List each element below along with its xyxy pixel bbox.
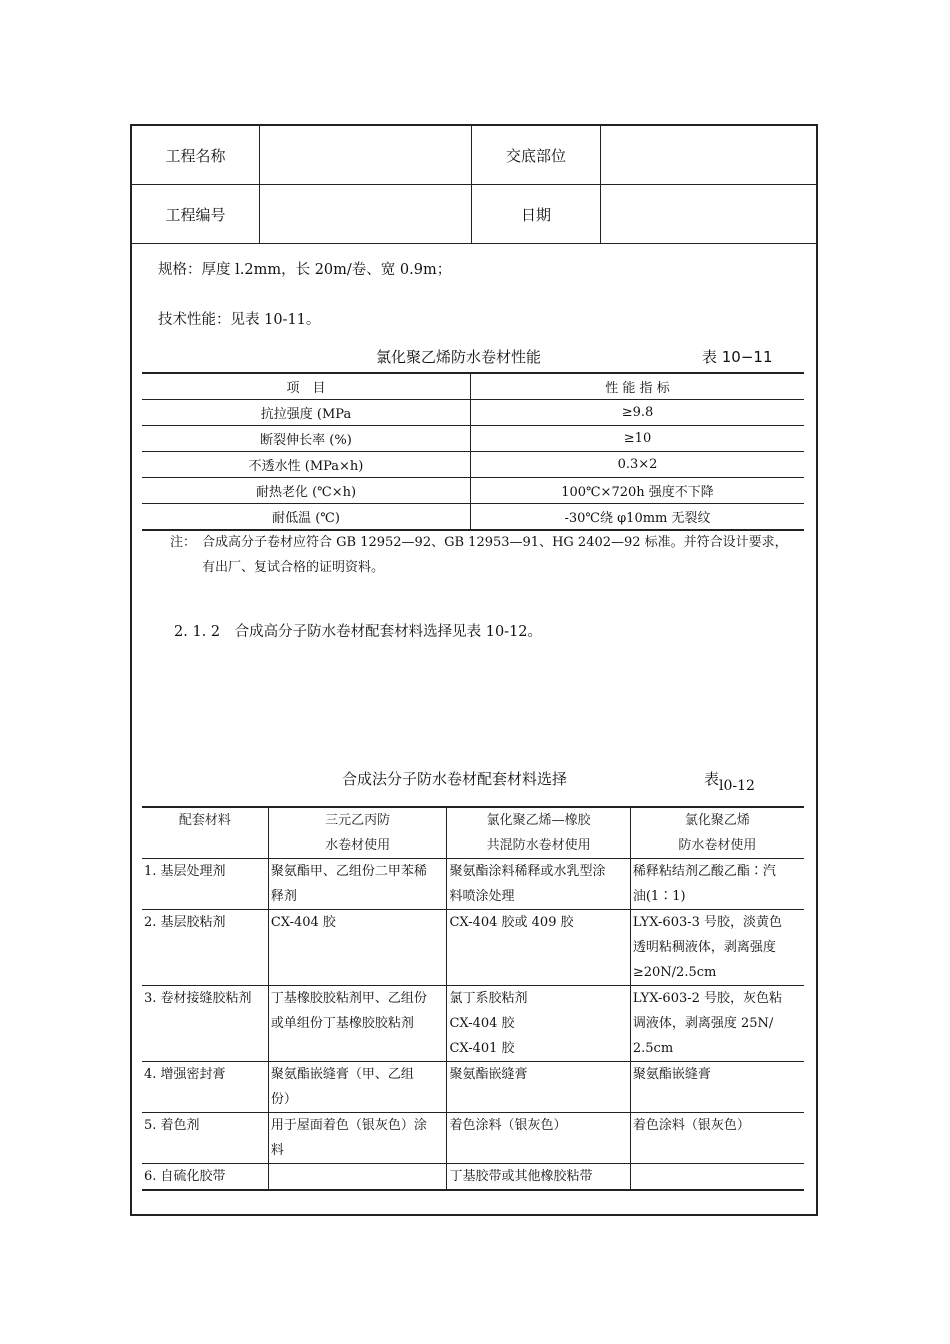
cell-line: CX-404 胶 xyxy=(270,915,336,930)
cell-line: 氯化聚乙烯 xyxy=(684,813,750,828)
cell-line: 2. 基层胶粘剂 xyxy=(144,915,226,930)
table-cell xyxy=(142,986,268,1062)
cell-line: 或单组份丁基橡胶胶粘剂 xyxy=(270,1016,414,1031)
cell-line: CX-401 胶 xyxy=(449,1041,515,1056)
table-row xyxy=(142,452,804,478)
table-cell xyxy=(268,1113,447,1164)
tech-line: 技术性能：见表 10-11。 xyxy=(158,312,321,328)
table-cell xyxy=(142,1062,268,1113)
cell-line: CX-404 胶或 409 胶 xyxy=(449,915,574,930)
date-value xyxy=(601,185,817,244)
table2-number-value: l0-12 xyxy=(719,778,755,794)
table-cell: 不透水性 (MPa×h) xyxy=(142,452,471,478)
cell-line: 水卷材使用 xyxy=(325,838,391,853)
table-cell: ≥10 xyxy=(471,426,805,452)
cell-line: CX-404 胶 xyxy=(449,1016,515,1031)
table-row xyxy=(142,400,804,426)
table-cell xyxy=(630,1062,804,1113)
header-table xyxy=(132,126,816,244)
table-cell xyxy=(447,859,630,910)
note-line-1: 合成高分子卷材应符合 GB 12952—92、GB 12953—91、HG 2402—92 标准。并符合设计要求， xyxy=(202,535,788,550)
cell-line: 4. 增强密封膏 xyxy=(144,1067,226,1082)
cell-line: 料喷涂处理 xyxy=(449,889,515,904)
cell-line: 三元乙丙防 xyxy=(325,813,391,828)
cell-line: LYX-603-2 号胶，灰色粘 xyxy=(632,991,783,1006)
table-cell xyxy=(268,1062,447,1113)
cell-line: 料 xyxy=(270,1143,284,1158)
cell-line: 着色涂料（银灰色） xyxy=(632,1118,750,1133)
table-cell: 断裂伸长率 (%) xyxy=(142,426,471,452)
table-header-row xyxy=(142,373,804,400)
project-name-label: 工程名称 xyxy=(132,126,260,185)
table-row xyxy=(142,910,804,986)
cell-line: 聚氨酯嵌缝膏（甲、乙组 xyxy=(270,1067,414,1082)
table-row xyxy=(142,504,804,531)
table-cell xyxy=(630,986,804,1062)
table-cell: -30℃绕 φ10mm 无裂纹 xyxy=(471,504,805,531)
table-cell: 100℃×720h 强度不下降 xyxy=(471,478,805,504)
project-no-label: 工程编号 xyxy=(132,185,260,244)
table-note xyxy=(170,530,788,580)
column-header: 性 能 指 标 xyxy=(471,373,805,400)
performance-table xyxy=(142,372,804,531)
table-cell xyxy=(447,1062,630,1113)
cell-line: 份） xyxy=(270,1092,297,1107)
table-cell: 0.3×2 xyxy=(471,452,805,478)
cell-line: 用于屋面着色（银灰色）涂 xyxy=(270,1118,427,1133)
column-header: 项 目 xyxy=(142,373,471,400)
table-cell xyxy=(630,1113,804,1164)
table-cell xyxy=(142,1164,268,1191)
cell-line: 丁基橡胶胶粘剂甲、乙组份 xyxy=(270,991,427,1006)
cell-line xyxy=(271,1164,445,1189)
table-row xyxy=(142,986,804,1062)
cell-line: 配套材料 xyxy=(178,813,231,828)
cell-line xyxy=(633,1164,802,1189)
table-cell xyxy=(447,986,630,1062)
table-cell xyxy=(142,1113,268,1164)
materials-table xyxy=(142,806,804,1191)
table-cell xyxy=(630,859,804,910)
cell-line: 透明粘稠液体，剥离强度 xyxy=(632,940,776,955)
table-cell xyxy=(447,910,630,986)
cell-line: 丁基胶带或其他橡胶粘带 xyxy=(449,1169,593,1184)
table-cell xyxy=(268,910,447,986)
table1-title: 氯化聚乙烯防水卷材性能 xyxy=(376,348,542,366)
table-row xyxy=(142,1164,804,1191)
cell-line: LYX-603-3 号胶，淡黄色 xyxy=(632,915,783,930)
cell-line: 聚氨酯嵌缝膏 xyxy=(632,1067,711,1082)
table-cell xyxy=(268,986,447,1062)
table-cell: ≥9.8 xyxy=(471,400,805,426)
column-header xyxy=(630,807,804,859)
table2-number-prefix: 表 xyxy=(704,770,720,788)
table-cell xyxy=(142,859,268,910)
cell-line: 6. 自硫化胶带 xyxy=(144,1169,226,1184)
cell-line: ≥20N/2.5cm xyxy=(632,965,717,980)
table2-title: 合成法分子防水卷材配套材料选择 xyxy=(342,770,568,788)
cell-line: 释剂 xyxy=(270,889,297,904)
table-row xyxy=(142,478,804,504)
project-no-value xyxy=(260,185,472,244)
cell-line: 调液体，剥离强度 25N/ xyxy=(632,1016,774,1031)
table-header-row xyxy=(142,807,804,859)
cell-line: 聚氨酯涂料稀释或水乳型涂 xyxy=(449,864,606,879)
table-cell: 耐热老化 (℃×h) xyxy=(142,478,471,504)
spec-line: 规格：厚度 l.2mm，长 20m/卷、宽 0.9m； xyxy=(158,262,452,278)
table-cell: 耐低温 (℃) xyxy=(142,504,471,531)
column-header xyxy=(142,807,268,859)
column-header xyxy=(268,807,447,859)
note-label: 注： xyxy=(170,535,197,550)
cell-line: 氯丁系胶粘剂 xyxy=(449,991,528,1006)
project-name-value xyxy=(260,126,472,185)
section-heading: 2. 1. 2 合成高分子防水卷材配套材料选择见表 10-12。 xyxy=(174,624,543,640)
cell-line: 2.5cm xyxy=(632,1041,674,1056)
table-cell xyxy=(447,1164,630,1191)
table-row xyxy=(142,1062,804,1113)
cell-line: 氯化聚乙烯—橡胶 xyxy=(486,813,591,828)
document-frame xyxy=(130,124,818,1216)
table2-number xyxy=(704,768,755,794)
column-header xyxy=(447,807,630,859)
cell-line: 1. 基层处理剂 xyxy=(144,864,226,879)
cell-line: 稀释粘结剂乙酸乙酯∶汽 xyxy=(632,864,776,879)
cell-line: 3. 卷材接缝胶粘剂 xyxy=(144,991,252,1006)
cell-line: 聚氨酯甲、乙组份二甲苯稀 xyxy=(270,864,427,879)
table-cell xyxy=(447,1113,630,1164)
cell-line: 聚氨酯嵌缝膏 xyxy=(449,1067,528,1082)
cell-line: 油(1∶1) xyxy=(632,889,686,904)
cell-line: 共混防水卷材使用 xyxy=(486,838,591,853)
table-cell xyxy=(630,910,804,986)
table-row xyxy=(142,1113,804,1164)
table-cell xyxy=(268,859,447,910)
table-cell: 抗拉强度 (MPa xyxy=(142,400,471,426)
table-cell xyxy=(630,1164,804,1191)
note-line-2: 有出厂、复试合格的证明资料。 xyxy=(202,560,385,575)
table-cell xyxy=(268,1164,447,1191)
cell-line: 着色涂料（银灰色） xyxy=(449,1118,567,1133)
table-row xyxy=(142,426,804,452)
cell-line: 防水卷材使用 xyxy=(678,838,757,853)
table-row xyxy=(142,859,804,910)
position-label: 交底部位 xyxy=(472,126,601,185)
date-label: 日期 xyxy=(472,185,601,244)
table1-number: 表 10−11 xyxy=(702,348,773,366)
cell-line: 5. 着色剂 xyxy=(144,1118,200,1133)
table-cell xyxy=(142,910,268,986)
position-value xyxy=(601,126,817,185)
